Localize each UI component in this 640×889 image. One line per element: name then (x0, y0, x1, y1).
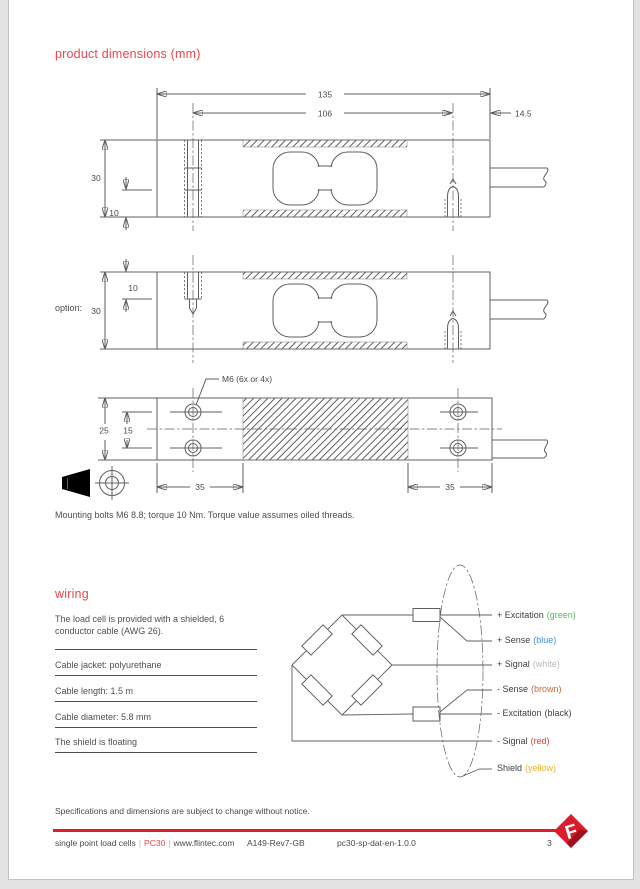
wire-label-pos-signal (497, 659, 560, 671)
wire-name: + Signal (497, 658, 530, 669)
flintec-logo (551, 811, 591, 851)
footer-rule (53, 829, 557, 832)
bridge-resistor (302, 625, 332, 655)
wire-color: (green) (546, 609, 576, 620)
wire-label-neg-signal (497, 736, 550, 748)
compensation-resistor (413, 609, 440, 622)
wire-name: - Signal (497, 735, 528, 746)
dim-height: 30 (91, 173, 101, 183)
bridge-resistor (302, 675, 332, 705)
wire-label-pos-excitation (497, 610, 576, 622)
cable-intro-row: The load cell is provided with a shielded, 6 conductor cable (AWG 26). (55, 613, 257, 650)
dogbone-cutout (273, 284, 377, 337)
cable-shield-ellipse (437, 565, 483, 777)
wire-name: + Excitation (497, 609, 544, 620)
wire-label-neg-excitation (497, 708, 572, 720)
wire-name: Shield (497, 762, 523, 773)
bridge-resistor (352, 625, 382, 655)
cable-diameter-row: Cable diameter: 5.8 mm (55, 711, 257, 728)
dim-mount-right: 35 (445, 482, 455, 492)
wire-color: (red) (530, 735, 550, 746)
wire-color: (yellow) (525, 762, 557, 773)
footer-doc-ref: A149-Rev7-GB (247, 838, 305, 848)
cable-jacket-row: Cable jacket: polyurethane (55, 659, 257, 676)
footer-product: PC30 (144, 838, 166, 848)
wire-name: + Sense (497, 634, 531, 645)
wire-label-neg-sense (497, 684, 562, 696)
bridge-resistor (352, 675, 382, 705)
shield-floating-row: The shield is floating (55, 736, 257, 753)
wire-label-pos-sense (497, 635, 556, 647)
change-notice: Specifications and dimensions are subject to change without notice. (55, 806, 310, 816)
cable-length-row: Cable length: 1.5 m (55, 685, 257, 702)
projection-symbol (62, 466, 129, 500)
compensation-resistor (413, 707, 440, 721)
logo-letter: F (562, 820, 581, 845)
footer-file-ref: pc30-sp-dat-en-1.0.0 (337, 838, 416, 848)
dim-option-height: 30 (91, 306, 101, 316)
dim-end-offset: 14.5 (515, 108, 532, 119)
dim-hole-spacing: 106 (317, 108, 333, 119)
section-title-wiring: wiring (55, 587, 89, 601)
dim-thread-depth: 10 (109, 208, 119, 218)
footer-separator: | (168, 838, 171, 848)
section-title-product-dimensions: product dimensions (mm) (55, 47, 201, 61)
option-label: option: (55, 303, 83, 313)
wire-color: (brown) (531, 683, 562, 694)
wire-name: - Sense (497, 683, 529, 694)
dim-option-thread-depth: 10 (128, 283, 138, 293)
dim-width: 25 (99, 425, 109, 436)
dim-total-length: 135 (317, 89, 333, 100)
wire-label-shield (497, 763, 556, 775)
footer-separator: | (138, 838, 142, 848)
wire-color: (blue) (533, 634, 557, 645)
footer-product-family: single point load cells (55, 838, 136, 848)
footer-left-group (55, 838, 234, 848)
dim-mount-left: 35 (195, 482, 205, 492)
dogbone-cutout (273, 152, 377, 205)
wire-name: - Excitation (497, 707, 542, 718)
dim-hole-pitch: 15 (123, 425, 133, 436)
footer-page-number: 3 (547, 838, 552, 848)
top-view-drawing (98, 374, 548, 493)
wire-color: (white) (532, 658, 560, 669)
side-view-option-drawing (55, 255, 548, 363)
thread-callout: M6 (6x or 4x) (222, 374, 273, 384)
wire-color: (black) (544, 707, 572, 718)
side-view-drawing (91, 88, 548, 231)
footer-website: www.flintec.com (173, 838, 235, 848)
mounting-note: Mounting bolts M6 8.8; torque 10 Nm. Torque value assumes oiled threads. (55, 510, 355, 520)
wiring-diagram (292, 565, 492, 777)
